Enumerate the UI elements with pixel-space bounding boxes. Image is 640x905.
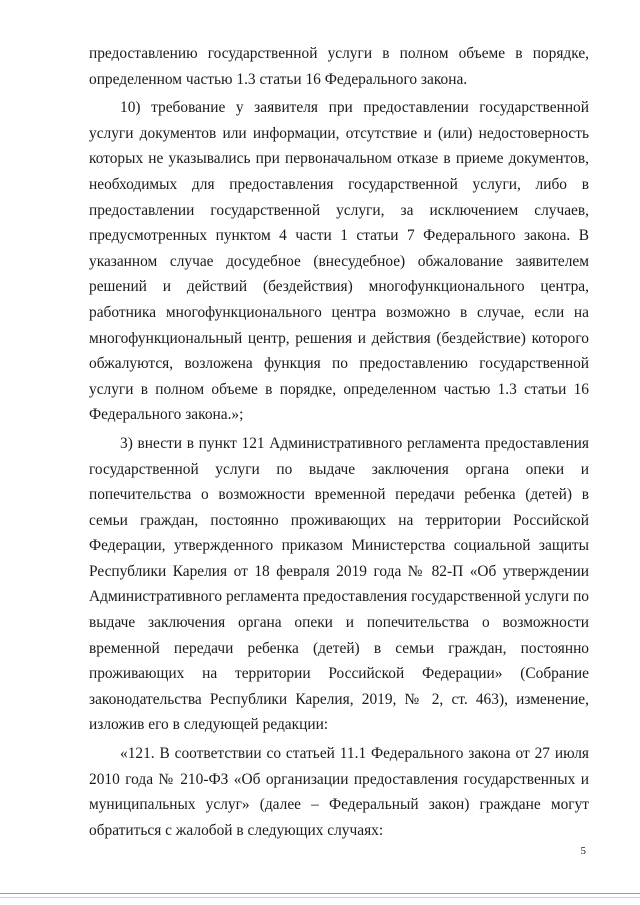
paragraph-clause-121: «121. В соответствии со статьей 11.1 Федерального закона от 27 июля 2010 года № 210-ФЗ «Об организации предоставления государственных и муниципальных услуг» (далее – Федеральный закон) граждане могут обратиться с жалобой в следующих случаях:: [89, 745, 589, 839]
scan-edge-line: [0, 893, 640, 894]
paragraph-item-10: 10) требование у заявителя при предоставлении государственной услуги документов или информации, отсутствие и (или) недостоверность которых не указывались при первоначальном отказе в приеме документов, необходимых для предоставления государственной услуги, либо в предоставлении государственной услуги, за исключением случаев, предусмотренных пунктом 4 части 1 статьи 7 Федерального закона. В указанном случае досудебное (внесудебное) обжалование заявителем решений и действий (бездействия) многофункционального центра, работника многофункционального центра возможно в случае, если на многофункциональный центр, решения и действия (бездействие) которого обжалуются, возложена функция по предоставлению государственной услуги в полном объеме в порядке, определенном частью 1.3 статьи 16 Федерального закона.»;: [89, 99, 589, 424]
document-body: [89, 41, 589, 843]
paragraph-continuation: предоставлению государственной услуги в полном объеме в порядке, определенном частью 1.3 статьи 16 Федерального закона.: [89, 45, 589, 88]
paragraph-item-3: 3) внести в пункт 121 Административного регламента предоставления государственной услуги по выдаче заключения органа опеки и попечительства о возможности временной передачи ребенка (детей) в семьи граждан, постоянно проживающих на территории Российской Федерации, утвержденного приказом Министерства социальной защиты Республики Карелия от 18 февраля 2019 года № 82-П «Об утверждении Административного регламента предоставления государственной услуги по выдаче заключения органа опеки и попечительства о возможности временной передачи ребенка (детей) в семьи граждан, постоянно проживающих на территории Российской Федерации» (Собрание законодательства Республики Карелия, 2019, № 2, ст. 463), изменение, изложив его в следующей редакции:: [89, 434, 589, 734]
page-number: 5: [580, 845, 586, 857]
scan-edge-line-secondary: [0, 897, 640, 898]
